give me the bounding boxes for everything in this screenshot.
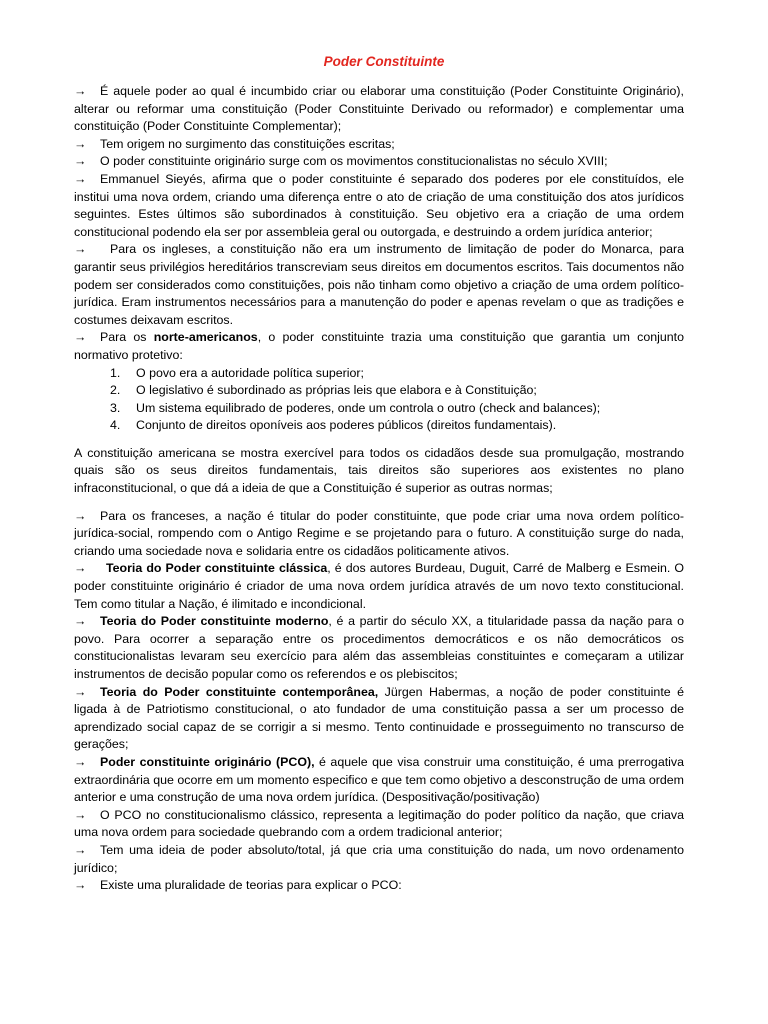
arrow-icon: → [74,684,87,699]
paragraph-pco [74,754,684,807]
list-number: 2. [110,383,121,398]
arrow-icon: → [74,84,87,98]
paragraph-definition [74,83,684,136]
numbered-list [74,365,684,435]
paragraph-pluralidade [74,877,684,895]
paragraph-teoria-moderno [74,613,684,683]
arrow-icon: → [74,614,87,629]
paragraph-teoria-classica [74,560,684,613]
list-item [74,365,684,383]
spacer [74,498,684,508]
paragraph-constituicao-americana: A constituição americana se mostra exercível para todos os cidadãos desde sua promulgação, mostrando quais são os seus direitos fundamentais, tais direitos são superiores aos existentes no plano infraconstitucional, o que dá a ideia de que a Constituição é superior as outras normas; [74,445,684,496]
paragraph-text: O poder constituinte originário surge com os movimentos constitucionalistas no século XVIII; [100,154,608,169]
paragraph-originario [74,153,684,171]
paragraph-ingleses [74,241,684,329]
arrow-icon: → [74,154,87,169]
paragraph-bold: Teoria do Poder constituinte contemporânea, [100,684,379,699]
paragraph-poder-absoluto [74,842,684,877]
paragraph-text: Para os franceses, a nação é titular do poder constituinte, que pode criar uma nova ordem político-jurídica-social, rompendo com o Antigo Regime e se projetando para o futuro. A constituição surge do nada, criando uma sociedade nova e solidaria entre os cidadãos politicamente ativos. [74,508,684,558]
paragraph-text: O PCO no constitucionalismo clássico, representa a legitimação do poder político da nação, que criava uma nova ordem para sociedade quebrando com a ordem tradicional anterior; [74,807,684,840]
paragraph-pco-classico [74,807,684,842]
paragraph-text: Tem uma ideia de poder absoluto/total, já que cria uma constituição do nada, um novo ordenamento jurídico; [74,842,684,875]
list-number: 3. [110,400,121,415]
paragraph-teoria-contemporanea [74,684,684,754]
list-item [74,417,684,435]
paragraph-text: , é a partir do século XX, a titularidade passa da nação para o povo. Para ocorrer a separação entre os procedimentos democráticos e os não democráticos os constitucionalistas levaram seu exercício para além das assembleias constituintes e começaram a utilizar instrumentos de decisão popular como os referendos e os plebiscitos; [74,614,684,681]
arrow-icon: → [74,171,87,186]
list-text: O legislativo é subordinado as próprias leis que elabora e à Constituição; [136,383,537,398]
paragraph-text: , o poder constituinte trazia uma constituição que garantia um conjunto normativo protetivo: [74,330,684,362]
list-text: Um sistema equilibrado de poderes, onde um controla o outro (check and balances); [136,400,601,415]
paragraph-origin [74,136,684,154]
arrow-icon: → [74,330,87,345]
arrow-icon: → [74,561,87,576]
list-text: O povo era a autoridade política superior; [136,365,364,380]
spacer [74,435,684,445]
paragraph-text: Jürgen Habermas, a noção de poder constituinte é ligada à de Patriotismo constitucional, o ato fundador de uma constituição passa a ser um processo de aprendizado social capaz de se corrigir a si mesmo. Tento continuidade e prosseguimento no transcurso de gerações; [74,684,684,752]
paragraph-text: Emmanuel Sieyés, afirma que o poder constituinte é separado dos poderes por ele constituídos, ele institui uma nova ordem, criando uma diferença entre o ato de criação de uma constituição dos atos jurídicos seguintes. Estes últimos são subordinados à constituição. Seu objetivo era a criação de uma ordem constitucional podendo ela ser por assembleia geral ou outorgada, e destruindo a ordem jurídica anterior; [74,171,684,239]
paragraph-text: Para os ingleses, a constituição não era um instrumento de limitação de poder do Monarca, para garantir seus privilégios hereditários transcreviam seus direitos em documentos escritos. Tais documentos não podem ser considerados como constituições, pois não tinham como objetivo a criação de uma ordem político-jurídica. Eram instrumentos necessários para a manutenção do poder e apenas revelam o que as tradições e costumes deixavam escritos. [74,242,684,327]
list-text: Conjunto de direitos oponíveis aos poderes públicos (direitos fundamentais). [136,418,557,433]
paragraph-bold: Teoria do Poder constituinte clássica [106,561,328,576]
list-number: 1. [110,365,121,380]
arrow-icon: → [74,878,87,893]
paragraph-bold: norte-americanos [153,330,258,345]
paragraph-text: Tem origem no surgimento das constituições escritas; [100,136,395,151]
paragraph-norte-americanos [74,329,684,364]
paragraph-bold: Poder constituinte originário (PCO), [100,754,315,769]
paragraph-bold: Teoria do Poder constituinte moderno [100,614,329,629]
paragraph-franceses [74,508,684,561]
list-number: 4. [110,418,121,433]
list-item [74,400,684,418]
arrow-icon: → [74,242,87,257]
page-title: Poder Constituinte [323,54,445,69]
list-item [74,382,684,400]
arrow-icon: → [74,754,87,769]
paragraph-text: Existe uma pluralidade de teorias para explicar o PCO: [100,878,402,893]
paragraph-text: É aquele poder ao qual é incumbido criar ou elaborar uma constituição (Poder Constituinte Originário), alterar ou reformar uma constituição (Poder Constituinte Derivado ou reformador) e complementar uma constituição (Poder Constituinte Complementar); [74,84,684,134]
paragraph-text: Para os [100,330,154,345]
paragraph-text: , é dos autores Burdeau, Duguit, Carré de Malberg e Esmein. O poder constituinte originário é criador de uma nova ordem jurídica através de um novo texto constitucional. Tem como titular a Nação, é ilimitado e incondicional. [74,561,684,611]
arrow-icon: → [74,508,87,523]
paragraph-text: é aquele que visa construir uma constituição, é uma prerrogativa extraordinária que ocorre em um momento especifico e que tem como objetivo a desconstrução de uma ordem anterior e uma construção de uma nova ordem jurídica. (Despositivação/positivação) [74,754,684,805]
arrow-icon: → [74,842,87,857]
paragraph-sieyes [74,171,684,241]
arrow-icon: → [74,807,87,822]
arrow-icon: → [74,136,87,151]
